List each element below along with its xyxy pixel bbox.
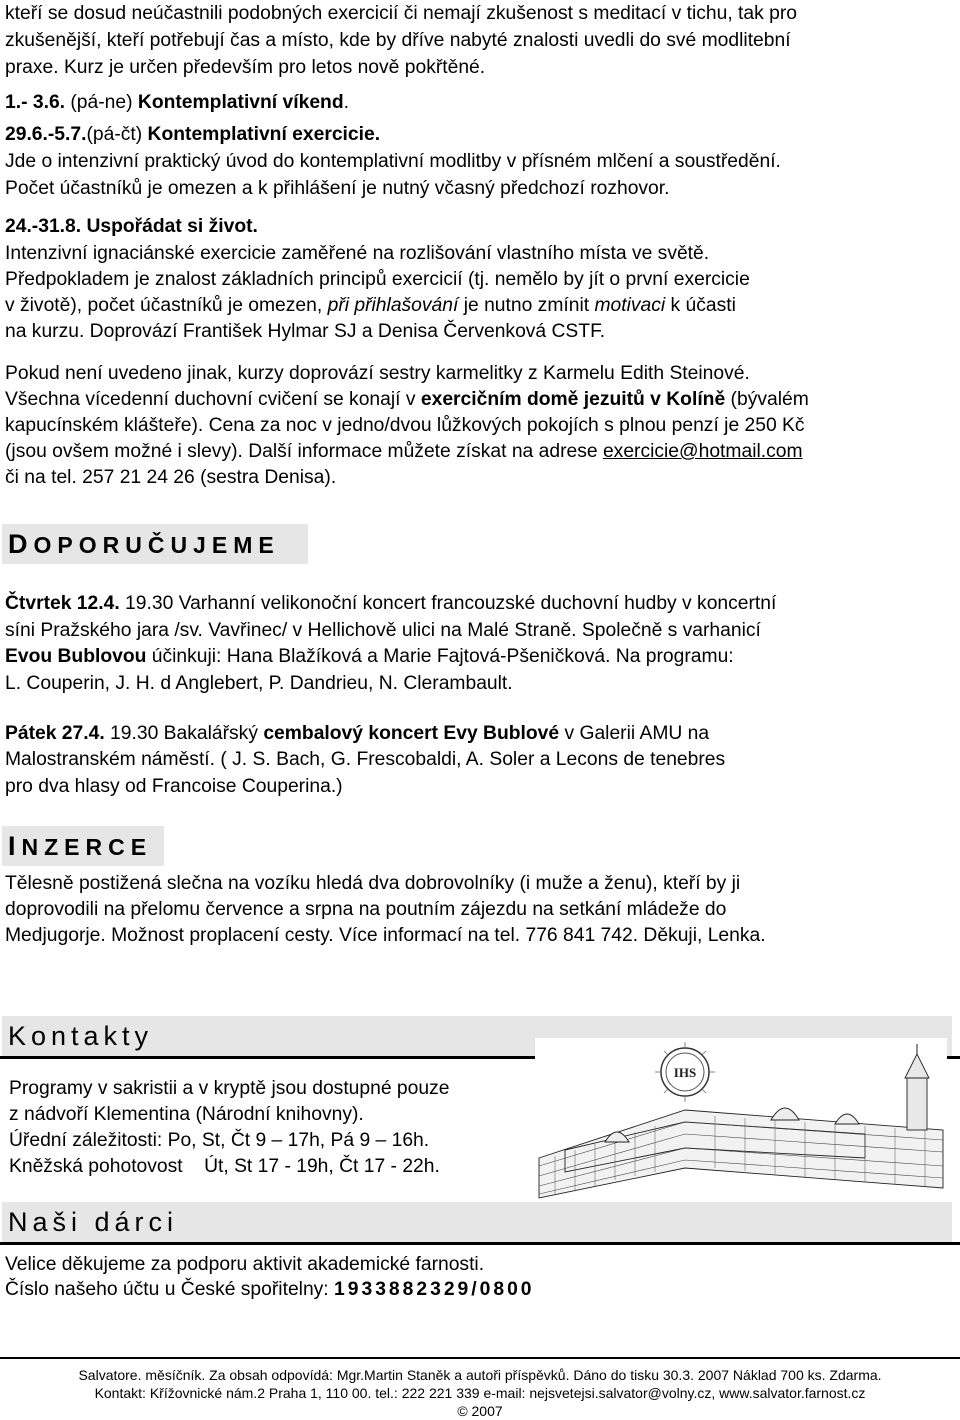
concert-day: Čtvrtek 12.4. [5,593,120,614]
event-description: Počet účastníků je omezen a k přihlášení je nutný včasný předchozí rozhovor. [5,178,670,199]
concert-line [5,720,953,747]
concert-line: L. Couperin, J. H. d Anglebert, P. Dandrieu, N. Clerambault. [5,673,513,694]
section-rule [0,1242,960,1245]
event-dot: . [343,92,349,113]
concert-line: pro dva hlasy od Francoise Couperina.) [5,776,343,797]
notice-line: Pokud není uvedeno jinak, kurzy doprovází sestry karmelitky z Karmelu Edith Steinové. [5,363,750,384]
heading-initial: I [8,831,22,861]
footer-rule [0,1357,960,1359]
concert-line [5,590,953,617]
contact-line: Úřední záležitosti: Po, St, Čt 9 – 17h, Pá 9 – 16h. [9,1130,430,1151]
text-span: (jsou ovšem možné i slevy). Další informace můžete získat na adrese [5,441,603,462]
event-description: Jde o intenzivní praktický úvod do kontemplativní modlitby v přísném mlčení a soustředění. [5,151,781,172]
text-span: účinkuji: Hana Blažíková a Marie Fajtová-Pšeničková. Na programu: [146,646,734,667]
concert-line: síni Pražského jara /sv. Vavřinec/ v Hellichově ulici na Malé Straně. Společně s varhanicí [5,620,761,641]
ad-line: Medjugorje. Možnost proplacení cesty. Více informací na tel. 776 841 742. Děkuji, Lenka. [5,925,766,946]
text-span: 19.30 Bakalářský [104,723,264,744]
notice-line [5,386,953,413]
notice-line: kapucínském klášteře). Cena za noc v jedno/dvou lůžkových pokojích s plnou penzí je 250 Kč [5,415,805,436]
emblem-text: IHS [673,1065,697,1080]
text-italic: při přihlašování [327,295,459,316]
notice-line [5,438,953,465]
intro-line: zkušenější, kteří potřebují čas a místo, kde by dříve nabyté znalosti uvedli do své modlitební [5,30,791,51]
event-description: Intenzivní ignaciánské exercicie zaměřené na rozlišování vlastního místa ve světě. [5,243,710,264]
intro-line: praxe. Kurz je určen především pro letos nově pokřtěné. [5,57,486,78]
heading-rest: OPORUČUJEME [33,532,280,558]
footer-line: Kontakt: Křížovnické nám.2 Praha 1, 110 00. tel.: 222 221 339 e-mail: nejsvetejsi.salvator@volny.cz, www.salvator.farnost.cz [94,1385,866,1401]
text-bold: exercičním domě jezuitů v Kolíně [420,389,726,410]
event-days: (pá-ne) [65,92,138,113]
section-heading-kontakty: Kontakty [2,1016,952,1056]
footer-copyright: © 2007 [457,1403,503,1419]
text-span: Všechna vícedenní duchovní cvičení se konají v [5,389,421,410]
donors-line [5,1277,535,1303]
intro-line: kteří se dosud neúčastnili podobných exercicií či nemají zkušenost s meditací v tichu, tak pro [5,3,797,24]
concert-line: Malostranském náměstí. ( J. S. Bach, G. Frescobaldi, A. Soler a Lecons de tenebres [5,749,726,770]
footer-line: Salvatore. měsíčník. Za obsah odpovídá: Mgr.Martin Staněk a autoři příspěvků. Dáno do tisku 30.3. 2007 Náklad 700 ks. Zdarma. [78,1367,882,1383]
event-days: (pá-čt) [86,124,148,145]
event-usporadat-si-zivot: 24.-31.8. Uspořádat si život. [5,216,258,237]
contact-line: z nádvoří Klementina (Národní knihovny). [9,1104,364,1125]
text-span: v Galerii AMU na [559,723,710,744]
notice-line: či na tel. 257 21 24 26 (sestra Denisa). [5,467,337,488]
ad-line: Tělesně postižená slečna na vozíku hledá dva dobrovolníky (i muže a ženu), kteří by ji [5,873,741,894]
event-kontemplativni-vikend [5,89,953,116]
account-number: 1933882329/0800 [334,1279,535,1300]
text-italic: motivaci [594,295,666,316]
section-heading-nasi-darci: Naši dárci [2,1202,952,1242]
text-span: k účasti [665,295,736,316]
text-span: v životě), počet účastníků je omezen, [5,295,328,316]
event-date: 1.- 3.6. [5,92,66,113]
text-span: (bývalém [725,389,809,410]
concert-day: Pátek 27.4. [5,723,105,744]
section-heading-doporucujeme [2,524,308,564]
text-bold: cembalový koncert Evy Bublové [263,723,560,744]
donors-line: Velice děkujeme za podporu aktivit akademické farnosti. [5,1254,485,1275]
event-title: Kontemplativní víkend [137,92,344,113]
event-title: Kontemplativní exercicie. [147,124,381,145]
event-kontemplativni-exercicie [5,121,953,148]
section-heading-inzerce [2,826,164,866]
text-bold: Evou Bublovou [5,646,147,667]
text-span: 19.30 Varhanní velikonoční koncert francouzské duchovní hudby v koncertní [119,593,777,614]
concert-line [5,643,953,670]
event-description [5,292,953,319]
text-span: je nutno zmínit [458,295,595,316]
text-span: Číslo našeho účtu u České spořitelny: [5,1279,335,1300]
ad-line: doprovodili na přelomu července a srpna na poutním zájezdu na setkání mládeže do [5,899,727,920]
event-date: 29.6.-5.7. [5,124,87,145]
heading-initial: D [8,529,34,559]
klementinum-illustration [535,1038,947,1204]
email-link[interactable]: exercicie@hotmail.com [602,441,803,462]
heading-rest: NZERCE [21,834,153,860]
contact-line: Programy v sakristii a v kryptě jsou dostupné pouze [9,1078,450,1099]
event-description: na kurzu. Doprovází František Hylmar SJ a Denisa Červenková CSTF. [5,321,606,342]
contact-line: Kněžská pohotovost Út, St 17 - 19h, Čt 17 - 22h. [9,1156,440,1177]
event-description: Předpokladem je znalost základních principů exercicií (tj. nemělo by jít o první exercicie [5,269,750,290]
